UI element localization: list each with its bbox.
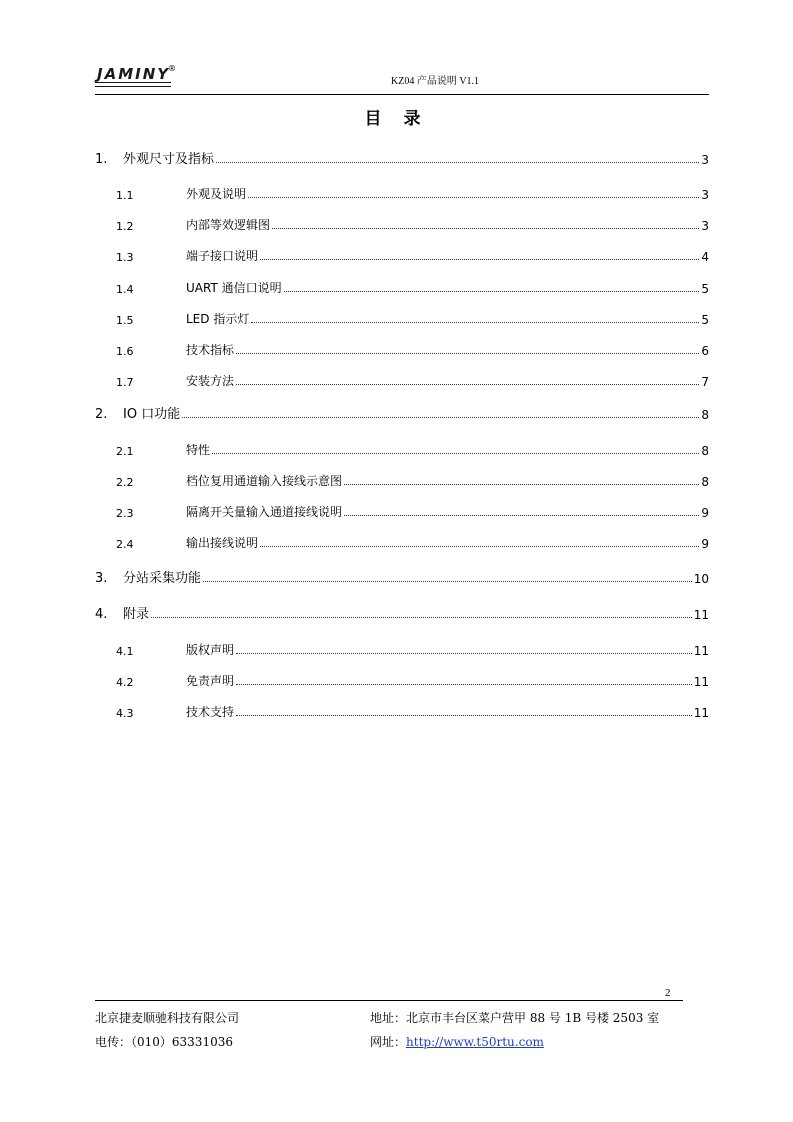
footer-website bbox=[370, 1033, 544, 1050]
company-logo bbox=[95, 62, 185, 86]
toc-entry-1-3[interactable] bbox=[95, 244, 709, 264]
toc-page: 3 bbox=[701, 219, 709, 233]
toc-title-text: 隔离开关量输入通道接线说明 bbox=[186, 505, 343, 519]
toc-title-text: 附录 bbox=[123, 607, 150, 622]
dot-leader bbox=[203, 581, 692, 582]
toc-entry-2-3[interactable] bbox=[95, 500, 709, 520]
toc-page: 11 bbox=[693, 675, 709, 689]
toc-number: 4.1 bbox=[116, 645, 134, 658]
dot-leader bbox=[151, 617, 692, 618]
dot-leader bbox=[212, 453, 699, 454]
toc-title-text: IO 口功能 bbox=[123, 407, 181, 422]
toc-title-text: 端子接口说明 bbox=[186, 249, 259, 263]
toc-number: 3. bbox=[95, 571, 108, 586]
toc-page: 7 bbox=[701, 375, 709, 389]
dot-leader bbox=[236, 353, 699, 354]
dot-leader bbox=[236, 715, 692, 716]
dot-leader bbox=[251, 322, 699, 323]
toc-page: 5 bbox=[701, 282, 709, 296]
toc-title-text: 外观尺寸及指标 bbox=[123, 152, 215, 167]
toc-entry-1[interactable] bbox=[95, 147, 709, 167]
toc-number: 2.1 bbox=[116, 445, 134, 458]
toc-page: 9 bbox=[701, 537, 709, 551]
toc-page: 8 bbox=[701, 408, 709, 422]
toc-number: 4. bbox=[95, 607, 108, 622]
toc-page: 9 bbox=[701, 506, 709, 520]
dot-leader bbox=[260, 546, 699, 547]
dot-leader bbox=[344, 484, 699, 485]
dot-leader bbox=[216, 162, 699, 163]
toc-number: 1.6 bbox=[116, 345, 134, 358]
toc-page: 11 bbox=[693, 644, 709, 658]
toc-entry-4[interactable] bbox=[95, 602, 709, 622]
toc-entry-4-3[interactable] bbox=[95, 700, 709, 720]
website-link[interactable]: http://www.t50rtu.com bbox=[406, 1035, 544, 1049]
page-number: 2 bbox=[665, 987, 671, 999]
toc-entry-2[interactable] bbox=[95, 402, 709, 422]
toc-entry-2-2[interactable] bbox=[95, 469, 709, 489]
toc-number: 1.1 bbox=[116, 189, 134, 202]
toc-title-text: 版权声明 bbox=[186, 643, 235, 657]
toc-page: 11 bbox=[693, 608, 709, 622]
toc-title-text: 外观及说明 bbox=[186, 187, 247, 201]
page-header bbox=[95, 60, 709, 95]
logo-underline bbox=[95, 82, 171, 87]
dot-leader bbox=[260, 259, 699, 260]
toc-number: 2.3 bbox=[116, 507, 134, 520]
toc-title: 目 录 bbox=[364, 109, 429, 129]
toc-page: 6 bbox=[701, 344, 709, 358]
footer-divider bbox=[95, 1000, 683, 1001]
toc-title-text: 分站采集功能 bbox=[123, 571, 202, 586]
dot-leader bbox=[284, 291, 700, 292]
footer-company: 北京捷麦顺驰科技有限公司 bbox=[95, 1011, 240, 1025]
toc-title-text: 内部等效逻辑图 bbox=[186, 218, 271, 232]
toc-number: 1.2 bbox=[116, 220, 134, 233]
toc-page: 8 bbox=[701, 475, 709, 489]
toc-number: 1.3 bbox=[116, 251, 134, 264]
toc-title-text: 档位复用通道输入接线示意图 bbox=[186, 474, 343, 488]
toc-number: 2. bbox=[95, 407, 108, 422]
registered-mark: ® bbox=[168, 64, 176, 73]
footer-phone: 电传：（010）63331036 bbox=[95, 1035, 233, 1049]
toc-title-text: 免责声明 bbox=[186, 674, 235, 688]
toc-number: 2.4 bbox=[116, 538, 134, 551]
toc-entry-1-6[interactable] bbox=[95, 338, 709, 358]
toc-number: 1.4 bbox=[116, 283, 134, 296]
toc-page: 3 bbox=[701, 188, 709, 202]
toc-page: 4 bbox=[701, 250, 709, 264]
toc-title-text: 特性 bbox=[186, 443, 211, 457]
toc-number: 4.2 bbox=[116, 676, 134, 689]
logo-text: JAMINY bbox=[97, 65, 171, 83]
toc-entry-1-7[interactable] bbox=[95, 369, 709, 389]
dot-leader bbox=[182, 417, 699, 418]
toc-title-text: 技术支持 bbox=[186, 705, 235, 719]
toc-title-text: 安装方法 bbox=[186, 374, 235, 388]
toc-entry-4-2[interactable] bbox=[95, 669, 709, 689]
toc-number: 2.2 bbox=[116, 476, 134, 489]
toc-entry-1-2[interactable] bbox=[95, 213, 709, 233]
toc-entry-2-4[interactable] bbox=[95, 531, 709, 551]
dot-leader bbox=[272, 228, 699, 229]
website-label: 网址： bbox=[370, 1035, 407, 1049]
toc-number: 1.5 bbox=[116, 314, 134, 327]
dot-leader bbox=[236, 684, 692, 685]
toc-title-text: 技术指标 bbox=[186, 343, 235, 357]
toc-page: 5 bbox=[701, 313, 709, 327]
toc-entry-4-1[interactable] bbox=[95, 638, 709, 658]
toc-entry-1-5[interactable] bbox=[95, 307, 709, 327]
footer-address: 地址：北京市丰台区菜户营甲 88 号 1B 号楼 2503 室 bbox=[370, 1011, 660, 1025]
toc-title-text: LED 指示灯 bbox=[186, 312, 250, 326]
toc-entry-2-1[interactable] bbox=[95, 438, 709, 458]
document-label: KZ04 产品说明 V1.1 bbox=[391, 76, 480, 87]
toc-page: 8 bbox=[701, 444, 709, 458]
toc-entry-3[interactable] bbox=[95, 566, 709, 586]
dot-leader bbox=[236, 653, 692, 654]
toc-page: 11 bbox=[693, 706, 709, 720]
toc-number: 4.3 bbox=[116, 707, 134, 720]
toc-title-text: UART 通信口说明 bbox=[186, 281, 282, 295]
dot-leader bbox=[344, 515, 699, 516]
toc-number: 1.7 bbox=[116, 376, 134, 389]
toc-entry-1-4[interactable] bbox=[95, 276, 709, 296]
toc-page: 10 bbox=[693, 572, 709, 586]
toc-number: 1. bbox=[95, 152, 108, 167]
dot-leader bbox=[236, 384, 699, 385]
toc-entry-1-1[interactable] bbox=[95, 182, 709, 202]
toc-title-text: 输出接线说明 bbox=[186, 536, 259, 550]
toc-page: 3 bbox=[701, 153, 709, 167]
dot-leader bbox=[248, 197, 699, 198]
